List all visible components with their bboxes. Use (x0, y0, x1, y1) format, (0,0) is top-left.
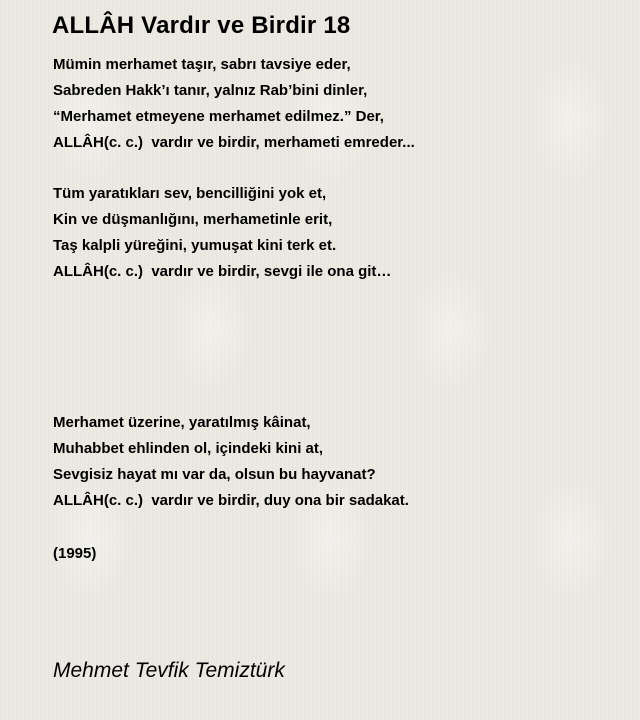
stanza-1 (53, 52, 415, 156)
poem-year: (1995) (53, 545, 97, 562)
poem-author: Mehmet Tevfik Temiztürk (53, 659, 285, 682)
poem-line: ALLÂH(c. c.) vardır ve birdir, sevgi ile ona git… (53, 263, 392, 280)
poem-title: ALLÂH Vardır ve Birdir 18 (52, 12, 351, 39)
poem-line: Tüm yaratıkları sev, bencilliğini yok et, (53, 185, 327, 202)
poem-line: Merhamet üzerine, yaratılmış kâinat, (53, 414, 311, 431)
poem-line: ALLÂH(c. c.) vardır ve birdir, duy ona bir sadakat. (53, 492, 409, 509)
poem-line: Taş kalpli yüreğini, yumuşat kini terk et. (53, 237, 337, 254)
poem-line: Muhabbet ehlinden ol, içindeki kini at, (53, 440, 324, 457)
stanza-2 (53, 181, 391, 285)
stanza-3 (53, 410, 409, 514)
poem-line: Sabreden Hakk’ı tanır, yalnız Rab’bini dinler, (53, 82, 368, 99)
poem-line: Mümin merhamet taşır, sabrı tavsiye eder, (53, 56, 351, 73)
poem-line: ALLÂH(c. c.) vardır ve birdir, merhameti emreder... (53, 134, 415, 151)
poem-line: Sevgisiz hayat mı var da, olsun bu hayvanat? (53, 466, 376, 483)
poem-line: Kin ve düşmanlığını, merhametinle erit, (53, 211, 333, 228)
poem-line: “Merhamet etmeyene merhamet edilmez.” Der, (53, 108, 384, 125)
